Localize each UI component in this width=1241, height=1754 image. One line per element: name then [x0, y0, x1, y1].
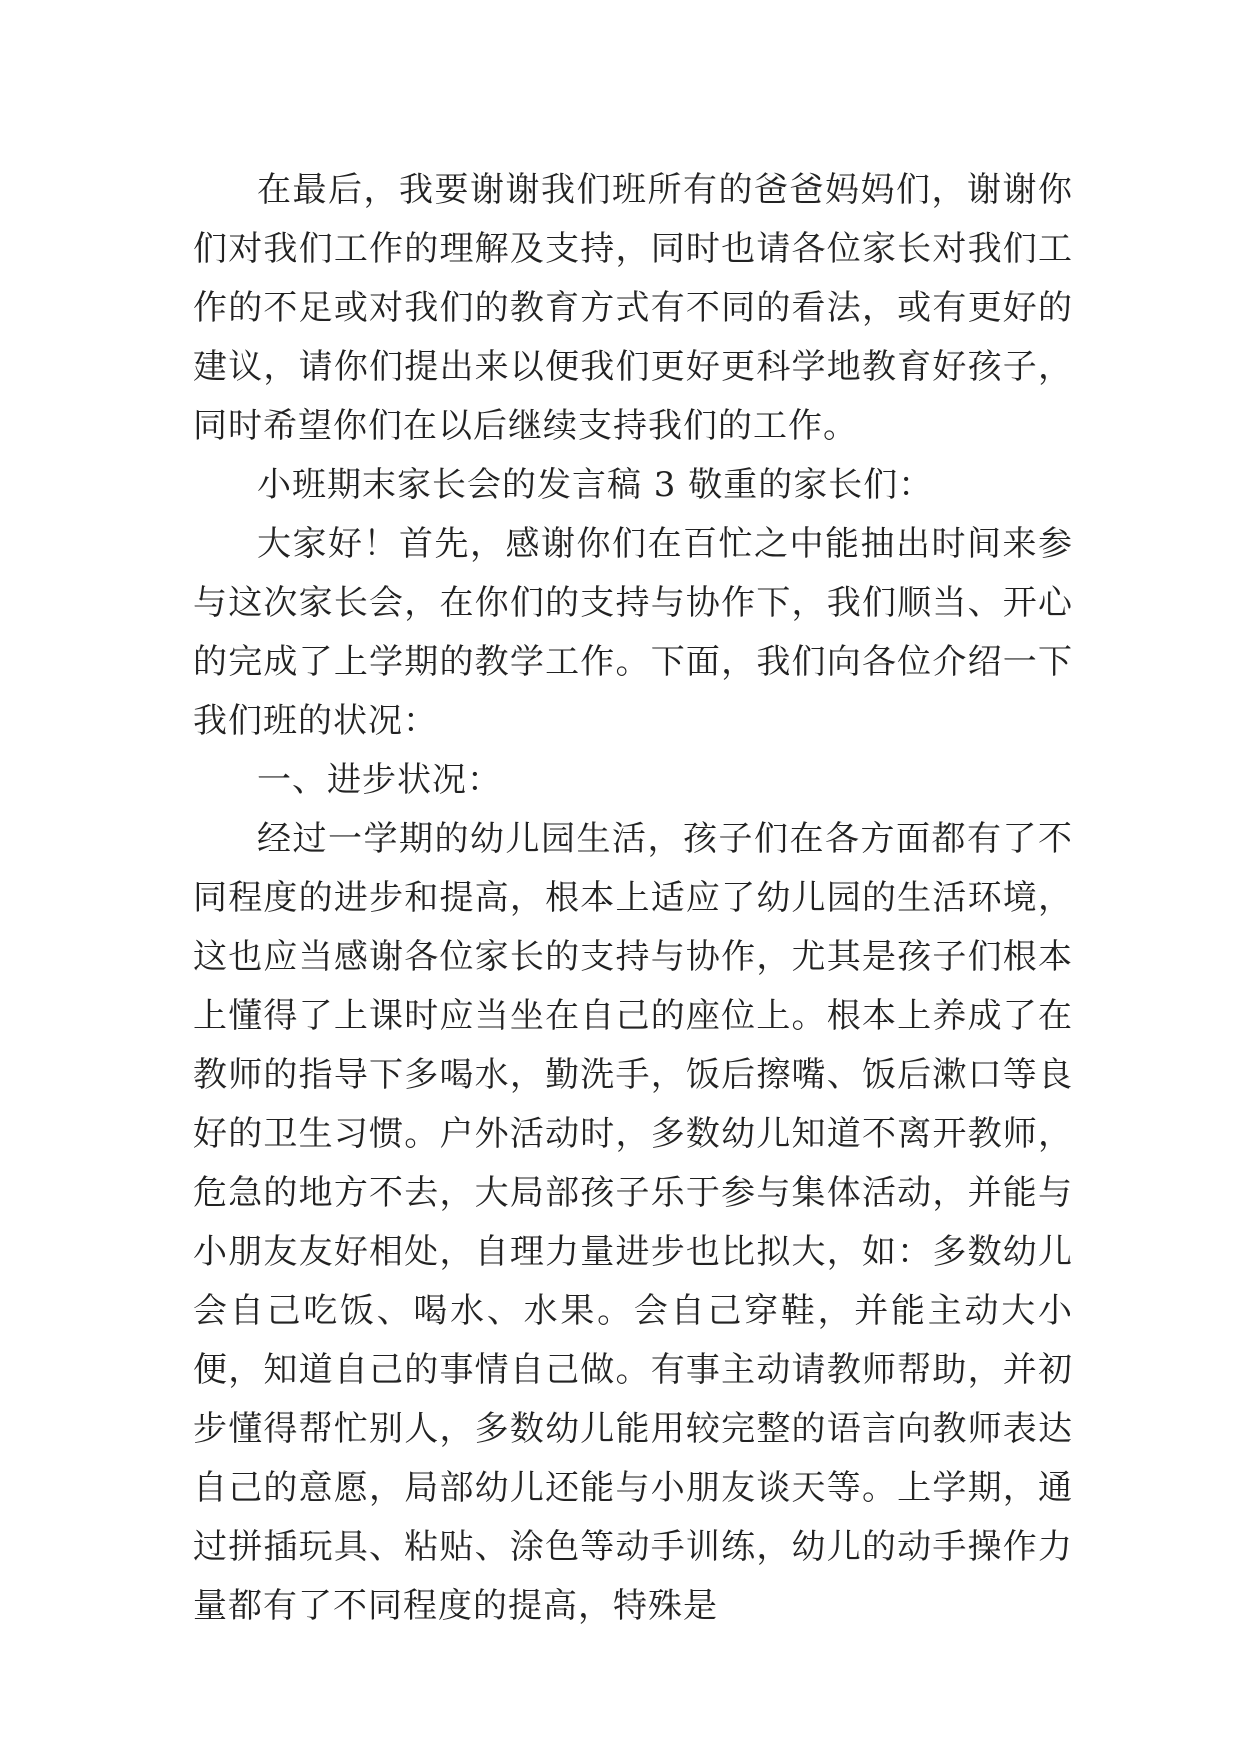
- paragraph-progress-details: 经过一学期的幼儿园生活，孩子们在各方面都有了不同程度的进步和提高，根本上适应了幼儿园的生活环境，这也应当感谢各位家长的支持与协作，尤其是孩子们根本上懂得了上课时应当坐在自己的座位上。根本上养成了在教师的指导下多喝水，勤洗手，饭后擦嘴、饭后漱口等良好的卫生习惯。户外活动时，多数幼儿知道不离开教师，危急的地方不去，大局部孩子乐于参与集体活动，并能与小朋友友好相处，自理力量进步也比拟大，如：多数幼儿会自己吃饭、喝水、水果。会自己穿鞋，并能主动大小便，知道自己的事情自己做。有事主动请教师帮助，并初步懂得帮忙别人，多数幼儿能用较完整的语言向教师表达自己的意愿，局部幼儿还能与小朋友谈天等。上学期，通过拼插玩具、粘贴、涂色等动手训练，幼儿的动手操作力量都有了不同程度的提高，特殊是: [193, 819, 1073, 1626]
- document-body: [193, 161, 1073, 1636]
- paragraph-closing-thanks: 在最后，我要谢谢我们班所有的爸爸妈妈们，谢谢你们对我们工作的理解及支持，同时也请各位家长对我们工作的不足或对我们的教育方式有不同的看法，或有更好的建议，请你们提出来以便我们更好更科学地教育好孩子，同时希望你们在以后继续支持我们的工作。: [193, 170, 1073, 446]
- section-heading-progress: 一、进步状况：: [257, 760, 502, 800]
- paragraph-greeting: 大家好！首先，感谢你们在百忙之中能抽出时间来参与这次家长会，在你们的支持与协作下，我们顺当、开心的完成了上学期的教学工作。下面，我们向各位介绍一下我们班的状况：: [193, 524, 1073, 741]
- paragraph-speech-title: 小班期末家长会的发言稿 3 敬重的家长们：: [257, 465, 934, 505]
